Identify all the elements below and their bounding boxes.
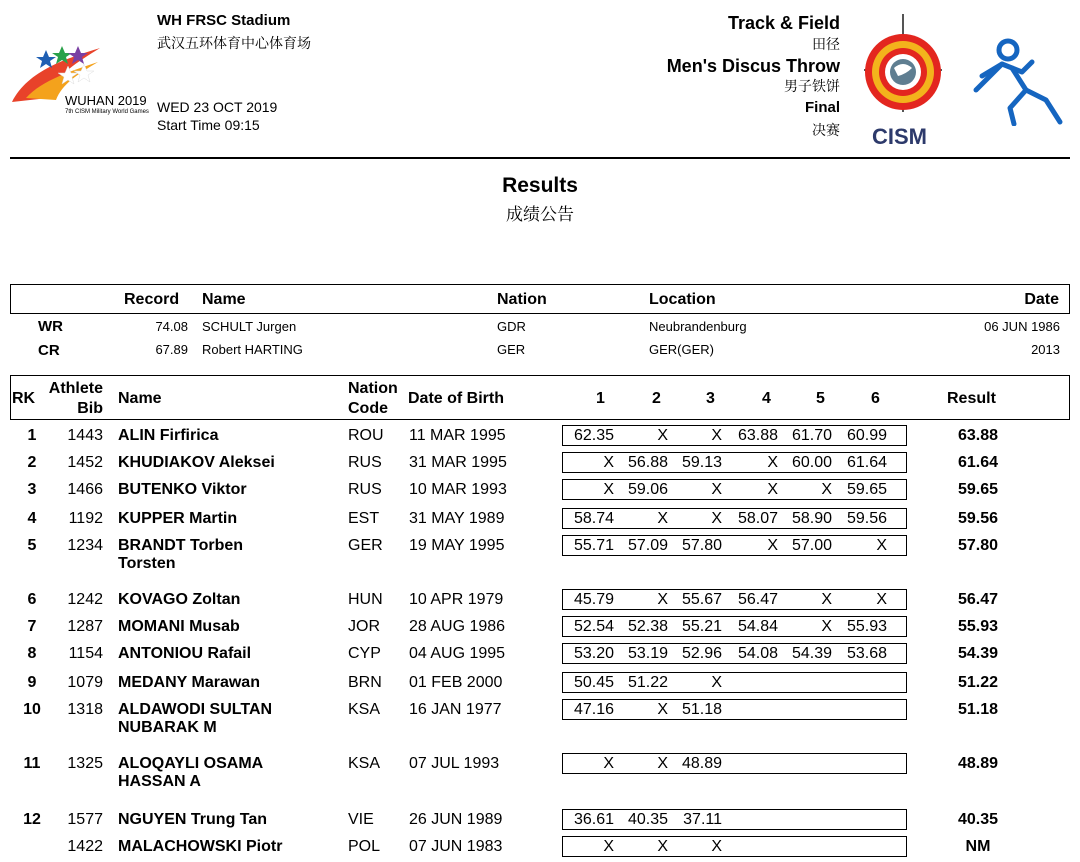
records-col-name: Name bbox=[202, 291, 246, 308]
final-result: 59.56 bbox=[957, 510, 999, 527]
final-result: 51.18 bbox=[957, 701, 999, 718]
athlete-name-line: NGUYEN Trung Tan bbox=[118, 811, 268, 828]
athlete-name-line: MEDANY Marawan bbox=[118, 674, 260, 691]
final-result: 55.93 bbox=[957, 618, 999, 635]
sport-name-en: Track & Field bbox=[727, 13, 840, 33]
attempt-1: 58.74 bbox=[573, 510, 614, 527]
records-col-location: Location bbox=[649, 291, 716, 308]
attempt-2: X bbox=[657, 755, 668, 772]
nation-code: RUS bbox=[348, 454, 382, 471]
attempt-4: 54.84 bbox=[737, 618, 778, 635]
record-nation: GDR bbox=[497, 319, 526, 334]
athlete-name bbox=[118, 755, 343, 791]
attempt-2: X bbox=[657, 838, 668, 855]
wuhan-2019-logo bbox=[8, 40, 148, 120]
attempt-2: 40.35 bbox=[627, 811, 668, 828]
attempt-4: X bbox=[767, 454, 778, 471]
athlete-name bbox=[118, 481, 343, 499]
col-nation-line2: Code bbox=[348, 400, 388, 417]
athlete-name bbox=[118, 645, 343, 663]
athlete-name-line: KOVAGO Zoltan bbox=[118, 591, 241, 608]
attempt-5: 57.00 bbox=[791, 537, 832, 554]
col-name: Name bbox=[118, 390, 162, 407]
attempt-5: X bbox=[821, 481, 832, 498]
date-of-birth: 31 MAR 1995 bbox=[409, 454, 507, 471]
sport-name-zh: 田径 bbox=[812, 36, 840, 52]
rank: 2 bbox=[27, 454, 37, 471]
date-of-birth: 19 MAY 1995 bbox=[409, 537, 505, 554]
attempt-2: 56.88 bbox=[627, 454, 668, 471]
attempt-3: 55.21 bbox=[681, 618, 722, 635]
attempt-2: 52.38 bbox=[627, 618, 668, 635]
final-result: 59.65 bbox=[957, 481, 999, 498]
athlete-bib: 1443 bbox=[67, 427, 103, 444]
date-of-birth: 07 JUN 1983 bbox=[409, 838, 503, 855]
athlete-bib: 1079 bbox=[67, 674, 103, 691]
athlete-name-line: ALOQAYLI OSAMA bbox=[118, 755, 264, 772]
athlete-bib: 1466 bbox=[67, 481, 103, 498]
date-of-birth: 04 AUG 1995 bbox=[409, 645, 506, 662]
col-attempt-3: 3 bbox=[706, 390, 715, 407]
rank: 10 bbox=[23, 701, 41, 718]
attempt-6: X bbox=[876, 591, 887, 608]
attempt-1: 55.71 bbox=[573, 537, 614, 554]
attempt-6: 60.99 bbox=[846, 427, 887, 444]
final-result: 61.64 bbox=[957, 454, 999, 471]
col-nation-line1: Nation bbox=[348, 380, 398, 397]
results-header-box bbox=[10, 375, 1070, 420]
athlete-name-line: MOMANI Musab bbox=[118, 618, 240, 635]
athlete-name-line: HASSAN A bbox=[118, 773, 201, 790]
records-col-record: Record bbox=[124, 291, 180, 308]
games-name: WUHAN 2019 bbox=[65, 93, 147, 108]
final-result: 51.22 bbox=[957, 674, 999, 691]
attempt-3: 57.80 bbox=[681, 537, 722, 554]
attempt-1: X bbox=[603, 481, 614, 498]
cism-text: CISM bbox=[872, 124, 927, 149]
athlete-name bbox=[118, 838, 343, 856]
rank: 7 bbox=[27, 618, 37, 635]
athlete-name-line: BRANDT Torben bbox=[118, 537, 244, 554]
athlete-name bbox=[118, 454, 343, 472]
col-attempt-4: 4 bbox=[762, 390, 771, 407]
date-of-birth: 11 MAR 1995 bbox=[409, 427, 506, 444]
attempt-1: 47.16 bbox=[573, 701, 614, 718]
col-bib-line2: Bib bbox=[77, 400, 103, 417]
athlete-name bbox=[118, 674, 343, 692]
athlete-bib: 1452 bbox=[67, 454, 103, 471]
attempt-2: X bbox=[657, 510, 668, 527]
final-result: 48.89 bbox=[957, 755, 999, 772]
attempt-2: X bbox=[657, 591, 668, 608]
athlete-name-line: ALIN Firfirica bbox=[118, 427, 219, 444]
attempt-1: X bbox=[603, 454, 614, 471]
attempt-5: 61.70 bbox=[791, 427, 832, 444]
record-holder: Robert HARTING bbox=[202, 342, 303, 357]
rank: 12 bbox=[23, 811, 41, 828]
nation-code: VIE bbox=[348, 811, 374, 828]
athlete-name bbox=[118, 510, 343, 528]
athlete-name bbox=[118, 537, 343, 573]
attempt-4: 63.88 bbox=[737, 427, 778, 444]
athlete-bib: 1192 bbox=[68, 510, 103, 527]
attempt-3: X bbox=[711, 427, 722, 444]
rank: 9 bbox=[27, 674, 37, 691]
attempt-4: 54.08 bbox=[737, 645, 778, 662]
athlete-bib: 1577 bbox=[67, 811, 103, 828]
nation-code: RUS bbox=[348, 481, 382, 498]
page-title-zh: 成绩公告 bbox=[506, 205, 574, 224]
nation-code: KSA bbox=[348, 755, 381, 772]
date-of-birth: 01 FEB 2000 bbox=[409, 674, 503, 691]
athlete-name bbox=[118, 427, 343, 445]
nation-code: EST bbox=[348, 510, 380, 527]
header-divider bbox=[10, 157, 1070, 159]
attempt-3: 59.13 bbox=[681, 454, 722, 471]
col-attempt-5: 5 bbox=[816, 390, 825, 407]
col-dob: Date of Birth bbox=[408, 390, 504, 407]
attempt-3: X bbox=[711, 510, 722, 527]
final-result: 57.80 bbox=[957, 537, 999, 554]
nation-code: GER bbox=[348, 537, 383, 554]
col-rank: RK bbox=[12, 390, 36, 407]
athlete-bib: 1318 bbox=[67, 701, 103, 718]
records-col-nation: Nation bbox=[497, 291, 547, 308]
athlete-name-line: MALACHOWSKI Piotr bbox=[118, 838, 283, 855]
record-type: WR bbox=[38, 318, 63, 335]
athlete-name-line: ANTONIOU Rafail bbox=[118, 645, 252, 662]
date-of-birth: 16 JAN 1977 bbox=[409, 701, 502, 718]
athlete-bib: 1325 bbox=[67, 755, 103, 772]
rank: 6 bbox=[27, 591, 37, 608]
nation-code: POL bbox=[348, 838, 381, 855]
attempt-1: 52.54 bbox=[573, 618, 614, 635]
attempt-6: 55.93 bbox=[846, 618, 887, 635]
record-mark: 67.89 bbox=[155, 342, 188, 357]
event-name-zh: 男子铁饼 bbox=[784, 78, 840, 94]
date-of-birth: 10 MAR 1993 bbox=[409, 481, 507, 498]
athlete-name bbox=[118, 591, 343, 609]
attempt-6: 59.65 bbox=[846, 481, 887, 498]
record-mark: 74.08 bbox=[155, 319, 188, 334]
attempt-3: 48.89 bbox=[681, 755, 722, 772]
attempt-5: X bbox=[821, 618, 832, 635]
rank: 4 bbox=[27, 510, 37, 527]
athlete-name bbox=[118, 618, 343, 636]
athlete-name-line: Torsten bbox=[118, 555, 176, 572]
nation-code: JOR bbox=[348, 618, 380, 635]
date-of-birth: 07 JUL 1993 bbox=[409, 755, 500, 772]
athlete-bib: 1234 bbox=[67, 537, 103, 554]
attempt-2: 59.06 bbox=[627, 481, 668, 498]
nation-code: HUN bbox=[348, 591, 383, 608]
attempt-3: 52.96 bbox=[681, 645, 722, 662]
games-subtitle: 7th CISM Military World Games bbox=[65, 109, 149, 115]
athlete-bib: 1287 bbox=[67, 618, 103, 635]
athlete-bib: 1422 bbox=[67, 838, 103, 855]
phase-zh: 决赛 bbox=[812, 122, 840, 138]
attempt-2: 57.09 bbox=[627, 537, 668, 554]
rank: 1 bbox=[27, 427, 37, 444]
athlete-bib: 1242 bbox=[67, 591, 103, 608]
nation-code: BRN bbox=[348, 674, 382, 691]
col-attempt-6: 6 bbox=[871, 390, 880, 407]
cism-logo bbox=[858, 12, 948, 147]
final-result: 56.47 bbox=[957, 591, 999, 608]
phase-en: Final bbox=[804, 99, 840, 116]
date-of-birth: 28 AUG 1986 bbox=[409, 618, 506, 635]
record-location: Neubrandenburg bbox=[649, 319, 747, 334]
final-result: 54.39 bbox=[957, 645, 999, 662]
attempt-3: 55.67 bbox=[681, 591, 722, 608]
attempt-6: 59.56 bbox=[846, 510, 887, 527]
record-type: CR bbox=[38, 342, 60, 359]
attempt-6: 53.68 bbox=[846, 645, 887, 662]
attempt-1: 50.45 bbox=[573, 674, 614, 691]
col-attempt-1: 1 bbox=[596, 390, 605, 407]
attempt-3: X bbox=[711, 674, 722, 691]
venue-name-en: WH FRSC Stadium bbox=[157, 12, 291, 29]
attempt-5: X bbox=[821, 591, 832, 608]
attempt-3: X bbox=[711, 838, 722, 855]
event-name-en: Men's Discus Throw bbox=[666, 56, 840, 76]
attempt-3: X bbox=[711, 481, 722, 498]
attempt-4: 56.47 bbox=[737, 591, 778, 608]
attempt-5: 58.90 bbox=[791, 510, 832, 527]
cism-emblem-icon bbox=[858, 12, 948, 122]
nation-code: CYP bbox=[348, 645, 381, 662]
attempt-4: X bbox=[767, 481, 778, 498]
records-col-date: Date bbox=[1024, 291, 1059, 308]
athlete-name-line: KHUDIAKOV Aleksei bbox=[118, 454, 275, 471]
athlete-name bbox=[118, 811, 343, 829]
attempt-1: 45.79 bbox=[573, 591, 614, 608]
athlete-name bbox=[118, 701, 343, 737]
attempt-6: X bbox=[876, 537, 887, 554]
attempt-2: 51.22 bbox=[627, 674, 668, 691]
nation-code: KSA bbox=[348, 701, 381, 718]
attempt-3: 51.18 bbox=[681, 701, 722, 718]
attempt-1: 53.20 bbox=[573, 645, 614, 662]
venue-name-zh: 武汉五环体育中心体育场 bbox=[157, 35, 311, 51]
final-result: 63.88 bbox=[957, 427, 999, 444]
final-result: 40.35 bbox=[957, 811, 999, 828]
col-attempt-2: 2 bbox=[652, 390, 661, 407]
rank: 8 bbox=[27, 645, 37, 662]
athlete-name-line: NUBARAK M bbox=[118, 719, 217, 736]
attempt-3: 37.11 bbox=[683, 811, 722, 828]
attempt-2: X bbox=[657, 701, 668, 718]
attempt-2: 53.19 bbox=[627, 645, 668, 662]
final-result: NM bbox=[965, 838, 991, 855]
record-date: 2013 bbox=[1031, 342, 1060, 357]
nation-code: ROU bbox=[348, 427, 384, 444]
athlete-name-line: BUTENKO Viktor bbox=[118, 481, 247, 498]
attempt-2: X bbox=[657, 427, 668, 444]
attempt-5: 54.39 bbox=[791, 645, 832, 662]
athlete-bib: 1154 bbox=[68, 645, 103, 662]
event-date: WED 23 OCT 2019 bbox=[157, 99, 278, 115]
record-location: GER(GER) bbox=[649, 342, 714, 357]
page-title: Results bbox=[502, 174, 578, 197]
date-of-birth: 26 JUN 1989 bbox=[409, 811, 503, 828]
record-holder: SCHULT Jurgen bbox=[202, 319, 297, 334]
attempt-4: 58.07 bbox=[737, 510, 778, 527]
attempt-1: 62.35 bbox=[573, 427, 614, 444]
record-date: 06 JUN 1986 bbox=[984, 319, 1060, 334]
date-of-birth: 31 MAY 1989 bbox=[409, 510, 505, 527]
date-of-birth: 10 APR 1979 bbox=[409, 591, 504, 608]
col-result: Result bbox=[947, 390, 996, 407]
attempt-5: 60.00 bbox=[791, 454, 832, 471]
athlete-name-line: ALDAWODI SULTAN bbox=[118, 701, 273, 718]
attempt-1: X bbox=[603, 755, 614, 772]
attempt-4: X bbox=[767, 537, 778, 554]
record-nation: GER bbox=[497, 342, 526, 357]
rank: 5 bbox=[27, 537, 37, 554]
athletics-pictogram-icon bbox=[972, 38, 1064, 126]
attempt-6: 61.64 bbox=[846, 454, 887, 471]
rank: 11 bbox=[23, 755, 41, 772]
start-time: Start Time 09:15 bbox=[157, 117, 260, 133]
attempt-1: 36.61 bbox=[573, 811, 614, 828]
col-bib-line1: Athlete bbox=[48, 380, 103, 397]
attempt-1: X bbox=[603, 838, 614, 855]
rank: 3 bbox=[27, 481, 37, 498]
games-emblem-icon bbox=[8, 40, 148, 120]
athlete-name-line: KUPPER Martin bbox=[118, 510, 238, 527]
